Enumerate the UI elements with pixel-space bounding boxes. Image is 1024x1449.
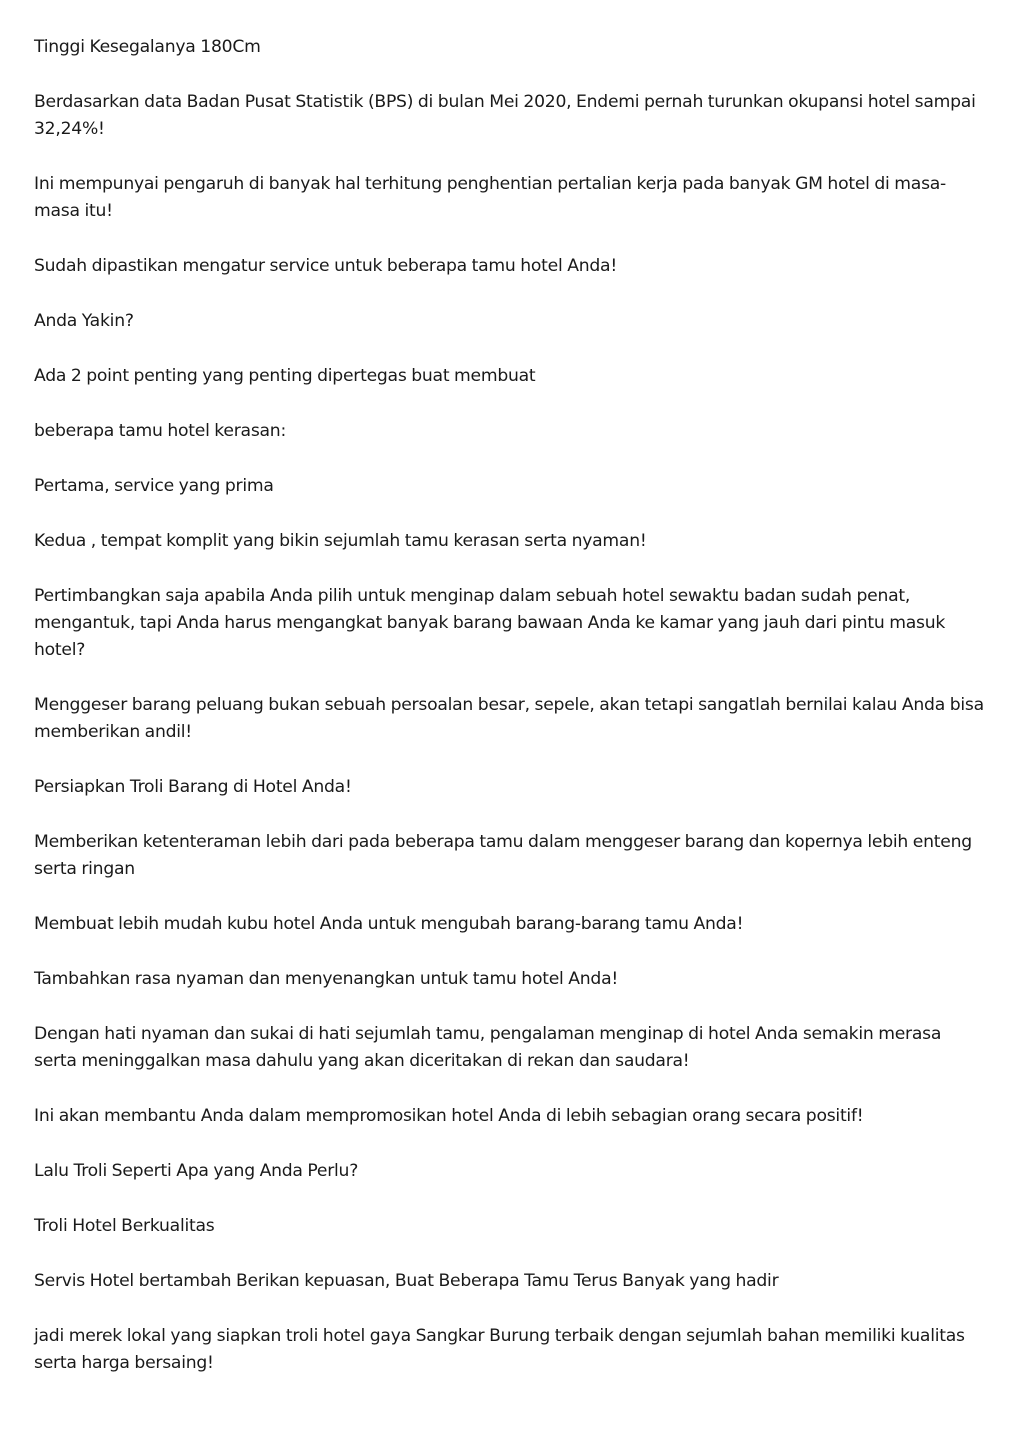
paragraph-first-point: Pertama, service yang prima [34,476,274,496]
paragraph-easier: Membuat lebih mudah kubu hotel Anda untuk mengubah barang-barang tamu Anda! [34,914,744,934]
paragraph-which-trolley: Lalu Troli Seperti Apa yang Anda Perlu? [34,1161,359,1181]
paragraph-question: Anda Yakin? [34,311,134,331]
paragraph-guests: beberapa tamu hotel kerasan: [34,421,286,441]
paragraph-promote: Ini akan membantu Anda dalam mempromosikan hotel Anda di lebih sebagian orang secara positif! [34,1106,864,1126]
paragraph-height: Tinggi Kesegalanya 180Cm [34,37,261,57]
paragraph-second-point: Kedua , tempat komplit yang bikin sejumlah tamu kerasan serta nyaman! [34,531,647,551]
paragraph-consider: Pertimbangkan saja apabila Anda pilih untuk menginap dalam sebuah hotel sewaktu badan sudah penat, mengantuk, tapi Anda harus mengangkat banyak barang bawaan Anda ke kamar yang jauh dari pintu masuk hotel? [34,586,946,660]
paragraph-service: Sudah dipastikan mengatur service untuk beberapa tamu hotel Anda! [34,256,617,276]
paragraph-add-comfort: Tambahkan rasa nyaman dan menyenangkan untuk tamu hotel Anda! [34,969,619,989]
paragraph-hotel-service: Servis Hotel bertambah Berikan kepuasan, Buat Beberapa Tamu Terus Banyak yang hadir [34,1271,779,1291]
paragraph-local-brand: jadi merek lokal yang siapkan troli hotel gaya Sangkar Burung terbaik dengan sejumlah bahan memiliki kualitas serta harga bersaing! [34,1326,965,1373]
paragraph-bps-data: Berdasarkan data Badan Pusat Statistik (BPS) di bulan Mei 2020, Endemi pernah turunkan okupansi hotel sampai 32,24%! [34,92,976,139]
paragraph-quality-trolley: Troli Hotel Berkualitas [34,1216,215,1236]
paragraph-comfort: Memberikan ketenteraman lebih dari pada beberapa tamu dalam menggeser barang dan kopernya lebih enteng serta ringan [34,832,972,879]
paragraph-prepare-trolley: Persiapkan Troli Barang di Hotel Anda! [34,777,352,797]
paragraph-two-points: Ada 2 point penting yang penting dipertegas buat membuat [34,366,536,386]
paragraph-impact: Ini mempunyai pengaruh di banyak hal terhitung penghentian pertalian kerja pada banyak GM hotel di masa-masa itu! [34,174,947,221]
paragraph-moving-goods: Menggeser barang peluang bukan sebuah persoalan besar, sepele, akan tetapi sangatlah bernilai kalau Anda bisa memberikan andil! [34,695,984,742]
paragraph-experience: Dengan hati nyaman dan sukai di hati sejumlah tamu, pengalaman menginap di hotel Anda semakin merasa serta meninggalkan masa dahulu yang akan diceritakan di rekan dan saudara! [34,1024,942,1071]
